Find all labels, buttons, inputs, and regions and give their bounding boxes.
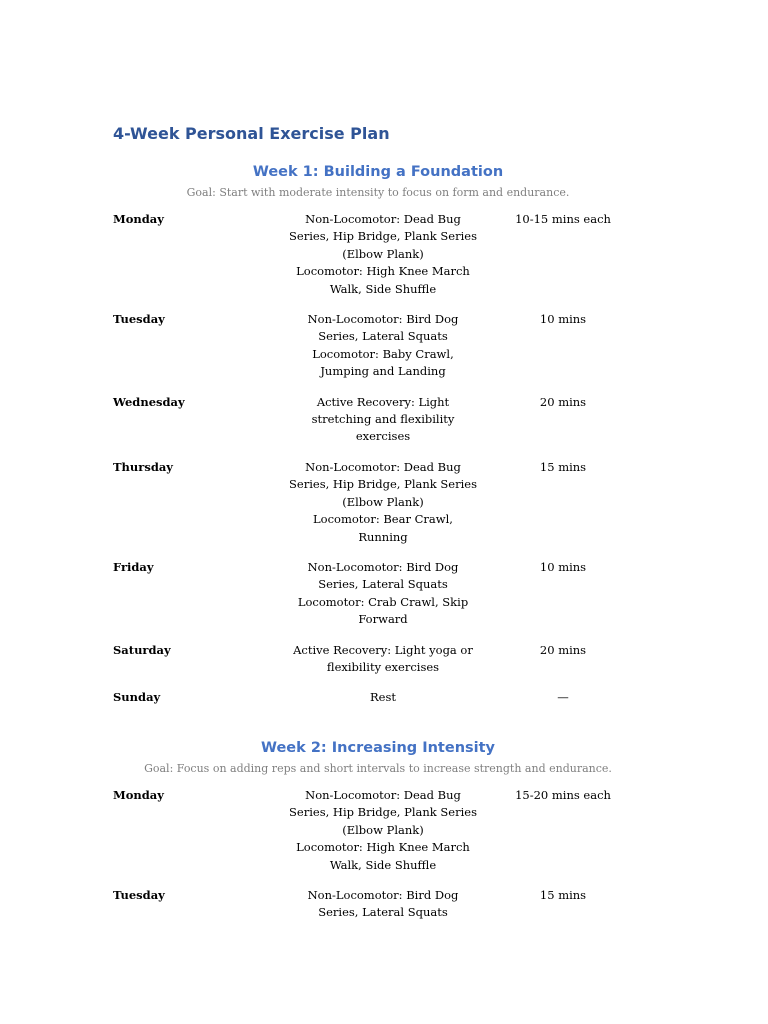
activity-line: Forward bbox=[358, 612, 408, 627]
week-1-title: Week 1: Building a Foundation bbox=[252, 164, 504, 180]
activity-line: Series, Lateral Squats bbox=[318, 577, 448, 592]
duration-value: 15-20 mins each bbox=[515, 788, 611, 802]
activity-line: Locomotor: Crab Crawl, Skip bbox=[297, 594, 469, 609]
day-label: Sunday bbox=[113, 690, 161, 705]
activity-line: stretching and flexibility bbox=[311, 412, 455, 427]
day-label: Saturday bbox=[113, 642, 171, 657]
activity-line: Jumping and Landing bbox=[320, 364, 446, 379]
activity-line: Active Recovery: Light bbox=[316, 394, 450, 409]
day-label: Friday bbox=[113, 559, 154, 574]
day-label: Thursday bbox=[113, 459, 173, 474]
week-2-title: Week 2: Increasing Intensity bbox=[261, 740, 495, 756]
week-1-goal: Goal: Start with moderate intensity to focus on form and endurance. bbox=[186, 186, 570, 199]
week-1-section bbox=[113, 161, 643, 720]
activity-line: Locomotor: Bear Crawl, bbox=[313, 512, 453, 527]
activity-description bbox=[288, 394, 478, 446]
activity-line: Active Recovery: Light yoga or bbox=[293, 642, 473, 657]
activity-line: Locomotor: Baby Crawl, bbox=[312, 346, 454, 361]
activity-description bbox=[288, 459, 478, 546]
duration-value: 10 mins bbox=[539, 559, 587, 574]
week-1-schedule bbox=[113, 211, 643, 707]
day-label: Monday bbox=[113, 788, 164, 802]
activity-description bbox=[288, 642, 478, 677]
document-title: 4-Week Personal Exercise Plan bbox=[113, 124, 390, 143]
activity-line: Running bbox=[358, 529, 408, 544]
activity-line: Non-Locomotor: Bird Dog bbox=[307, 312, 459, 327]
activity-line: exercises bbox=[355, 429, 411, 444]
duration-value: 15 mins bbox=[539, 459, 587, 474]
week-2-goal: Goal: Focus on adding reps and short intervals to increase strength and endurance. bbox=[144, 762, 612, 775]
activity-line: Non-Locomotor: Dead Bug bbox=[305, 212, 461, 226]
activity-line: (Elbow Plank) bbox=[342, 494, 424, 509]
activity-line: Series, Hip Bridge, Plank Series bbox=[289, 477, 477, 492]
schedule-row bbox=[113, 394, 643, 446]
activity-description bbox=[288, 311, 478, 381]
duration-value: 20 mins bbox=[539, 642, 587, 657]
activity-line: Series, Lateral Squats bbox=[318, 905, 448, 920]
activity-line: flexibility exercises bbox=[326, 659, 440, 674]
duration-value: 15 mins bbox=[539, 888, 587, 903]
duration-value: 20 mins bbox=[539, 394, 587, 409]
activity-line: Non-Locomotor: Bird Dog bbox=[307, 559, 459, 574]
activity-line: Non-Locomotor: Dead Bug bbox=[305, 459, 461, 474]
day-label: Tuesday bbox=[113, 888, 165, 903]
activity-description bbox=[288, 787, 478, 874]
activity-line: (Elbow Plank) bbox=[342, 822, 424, 837]
activity-line: Series, Lateral Squats bbox=[318, 329, 448, 344]
day-label: Wednesday bbox=[113, 394, 185, 409]
schedule-row bbox=[113, 642, 643, 677]
activity-description bbox=[288, 887, 478, 922]
schedule-row bbox=[113, 459, 643, 546]
activity-line: Walk, Side Shuffle bbox=[329, 281, 437, 296]
activity-line: Locomotor: High Knee March bbox=[296, 264, 470, 279]
day-label: Monday bbox=[113, 212, 164, 226]
activity-line: Rest bbox=[370, 690, 396, 705]
activity-line: Non-Locomotor: Bird Dog bbox=[307, 888, 459, 903]
activity-line: Series, Hip Bridge, Plank Series bbox=[289, 229, 477, 244]
week-2-schedule bbox=[113, 787, 643, 922]
activity-line: Locomotor: High Knee March bbox=[296, 840, 470, 855]
activity-description bbox=[288, 211, 478, 298]
schedule-row bbox=[113, 211, 643, 298]
duration-value: — bbox=[557, 690, 569, 705]
schedule-row bbox=[113, 689, 643, 706]
schedule-row bbox=[113, 311, 643, 381]
activity-line: Non-Locomotor: Dead Bug bbox=[305, 788, 461, 802]
activity-description bbox=[288, 559, 478, 629]
week-2-section bbox=[113, 737, 643, 935]
schedule-row bbox=[113, 559, 643, 629]
activity-line: (Elbow Plank) bbox=[342, 246, 424, 261]
activity-line: Series, Hip Bridge, Plank Series bbox=[289, 805, 477, 820]
activity-description bbox=[288, 689, 478, 706]
schedule-row bbox=[113, 787, 643, 874]
duration-value: 10-15 mins each bbox=[515, 212, 611, 226]
duration-value: 10 mins bbox=[539, 312, 587, 327]
day-label: Tuesday bbox=[113, 312, 165, 327]
schedule-row bbox=[113, 887, 643, 922]
activity-line: Walk, Side Shuffle bbox=[329, 857, 437, 872]
